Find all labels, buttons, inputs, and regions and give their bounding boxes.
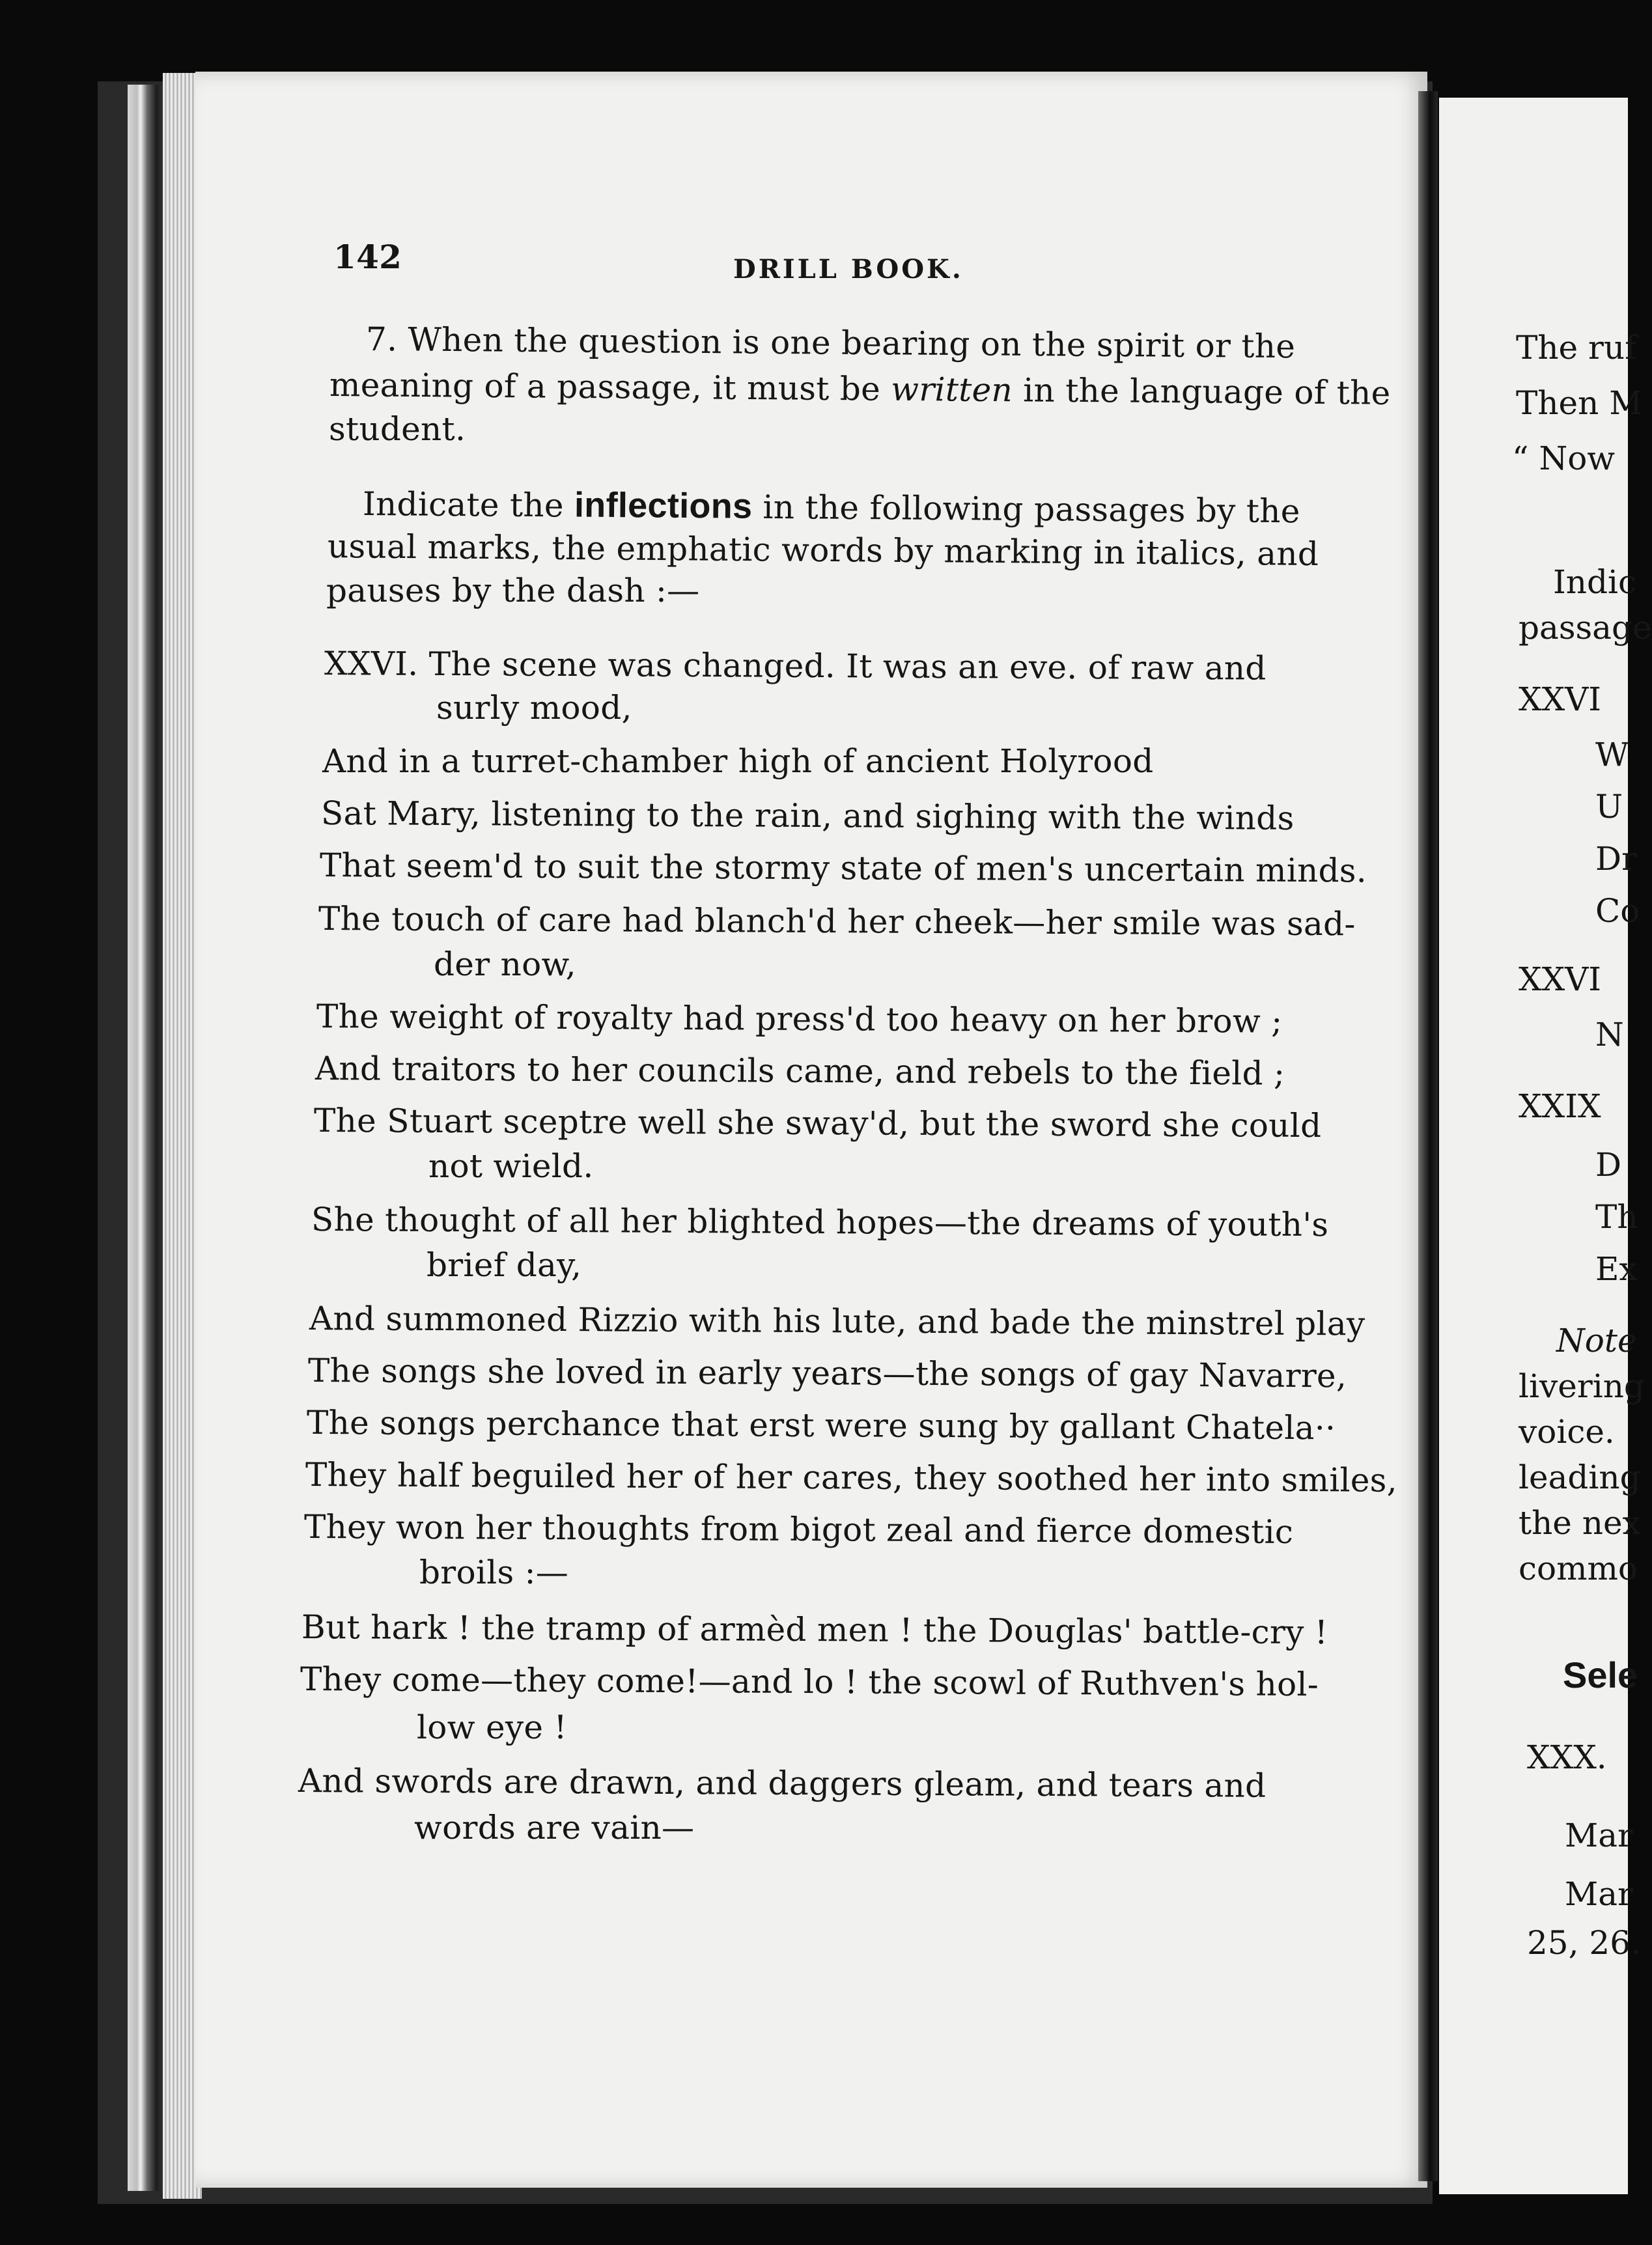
right-fragment: W — [1595, 736, 1629, 774]
instruction-bold-word: inflections — [574, 485, 753, 526]
poem-line: The weight of royalty had press'd too heavy on her brow ; — [316, 997, 1283, 1040]
instruction-line-1-end: in the following passages by the — [752, 488, 1300, 531]
right-fragment: Co — [1595, 892, 1640, 930]
para7-line-3: student. — [329, 410, 466, 448]
right-fragment: Ex — [1595, 1250, 1638, 1288]
poem-line: They won her thoughts from bigot zeal and fierce domestic — [303, 1508, 1294, 1551]
right-page-cropped — [1439, 98, 1652, 2194]
right-fragment: XXX. — [1527, 1738, 1607, 1776]
poem-line: And in a turret-chamber high of ancient Holyrood — [322, 742, 1154, 780]
poem-line: They half beguiled her of her cares, they soothed her into smiles, — [305, 1456, 1398, 1499]
right-fragment: livering — [1519, 1367, 1645, 1405]
right-fragment: leading — [1519, 1458, 1641, 1496]
right-fragment: N — [1595, 1016, 1624, 1053]
right-fragment: U — [1595, 788, 1623, 826]
para7-line-2-start: meaning of a passage, it must be — [329, 366, 891, 408]
poem-line: But hark ! the tramp of armèd men ! the Douglas' battle-cry ! — [301, 1608, 1328, 1652]
poem-line: der now, — [434, 945, 576, 983]
poem-line: She thought of all her blighted hopes—the dreams of youth's — [311, 1201, 1329, 1244]
para7-line-2 — [329, 366, 1391, 412]
poem-line: words are vain— — [414, 1809, 695, 1847]
instruction-line-3: pauses by the dash :— — [326, 572, 700, 609]
page-number: 142 — [333, 238, 402, 276]
poem-line: brief day, — [427, 1246, 582, 1284]
book-spine-edge — [128, 85, 165, 2191]
para7-italic-word: written — [891, 370, 1013, 410]
poem-line: not wield. — [428, 1147, 594, 1185]
para7-line-2-end: in the language of the — [1012, 371, 1391, 412]
running-head: DRILL BOOK. — [733, 254, 964, 285]
right-fragment: The ruf — [1516, 329, 1637, 367]
poem-line: The songs perchance that erst were sung by gallant Chatela·· — [306, 1404, 1336, 1447]
poem-line: The Stuart sceptre well she sway'd, but the sword she could — [313, 1102, 1322, 1145]
instruction-line-2: usual marks, the emphatic words by marking in italics, and — [327, 527, 1319, 573]
page-gutter — [1418, 91, 1438, 2181]
right-fragment: Mar — [1565, 1817, 1633, 1854]
poem-line: The touch of care had blanch'd her cheek—her smile was sad- — [318, 900, 1356, 943]
right-fragment: passage — [1519, 609, 1652, 647]
instruction-line-1 — [363, 483, 1300, 531]
right-fragment: Th — [1595, 1198, 1638, 1236]
right-fragment: Dr — [1595, 840, 1637, 878]
right-fragment: Mar — [1565, 1875, 1633, 1913]
right-fragment: XXVI — [1519, 960, 1602, 998]
poem-line: Sat Mary, listening to the rain, and sighing with the winds — [320, 794, 1295, 837]
instruction-line-1-start: Indicate the — [362, 485, 575, 525]
right-fragment: Note — [1556, 1322, 1637, 1360]
right-fragment: 25, 26. — [1527, 1924, 1641, 1962]
poem-line: surly mood, — [436, 689, 632, 727]
right-fragment: “ Now — [1512, 439, 1616, 477]
right-fragment: D — [1595, 1146, 1622, 1184]
poem-line: That seem'd to suit the stormy state of men's uncertain minds. — [319, 846, 1367, 890]
right-fragment: Then M — [1516, 384, 1643, 422]
right-fragment: voice. — [1519, 1413, 1615, 1451]
poem-line: And traitors to her councils came, and rebels to the field ; — [315, 1050, 1285, 1093]
right-fragment: Indic — [1553, 563, 1636, 601]
poem-line: broils :— — [419, 1554, 569, 1591]
right-fragment: commo — [1519, 1550, 1638, 1587]
para7-line-1: 7. When the question is one bearing on the spirit or the — [365, 320, 1296, 366]
left-page — [195, 72, 1427, 2188]
right-fragment: XXVI — [1519, 680, 1602, 718]
poem-line: low eye ! — [417, 1708, 567, 1746]
poem-line: They come—they come!—and lo ! the scowl of Ruthven's hol- — [300, 1660, 1319, 1704]
poem-line: The songs she loved in early years—the songs of gay Navarre, — [307, 1352, 1347, 1395]
right-fragment: Sele — [1563, 1654, 1638, 1695]
right-fragment: XXIX — [1519, 1087, 1601, 1125]
poem-line: And swords are drawn, and daggers gleam, and tears and — [298, 1762, 1267, 1805]
right-fragment: the nex — [1519, 1504, 1641, 1542]
poem-line: XXVI. The scene was changed. It was an eve. of raw and — [324, 645, 1267, 688]
poem-line: And summoned Rizzio with his lute, and bade the minstrel play — [309, 1300, 1365, 1343]
